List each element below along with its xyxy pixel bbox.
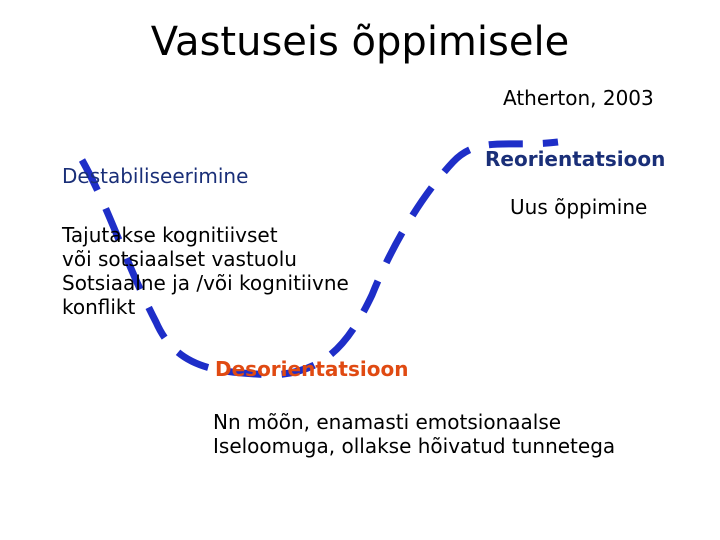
destabilization-description-line: Tajutakse kognitiivset	[62, 223, 278, 247]
disorientation-description-line: Nn mõõn, enamasti emotsionaalse	[213, 410, 562, 434]
slide-title: Vastuseis õppimisele	[150, 19, 570, 65]
destabilization-description-line: või sotsiaalset vastuolu	[62, 247, 297, 271]
disorientation-description-line: Iseloomuga, ollakse hõivatud tunnetega	[213, 434, 616, 458]
destabilization-description	[62, 223, 349, 319]
destabilization-label: Destabiliseerimine	[62, 164, 249, 188]
citation: Atherton, 2003	[503, 86, 654, 110]
disorientation-description	[213, 410, 615, 458]
disorientation-label: Desorientatsioon	[215, 357, 409, 381]
reorientation-description	[510, 195, 647, 219]
reorientation-label: Reorientatsioon	[485, 147, 666, 171]
destabilization-description-line: konflikt	[62, 295, 136, 319]
reorientation-description-line: Uus õppimine	[510, 195, 648, 219]
destabilization-description-line: Sotsiaalne ja /või kognitiivne	[62, 271, 349, 295]
